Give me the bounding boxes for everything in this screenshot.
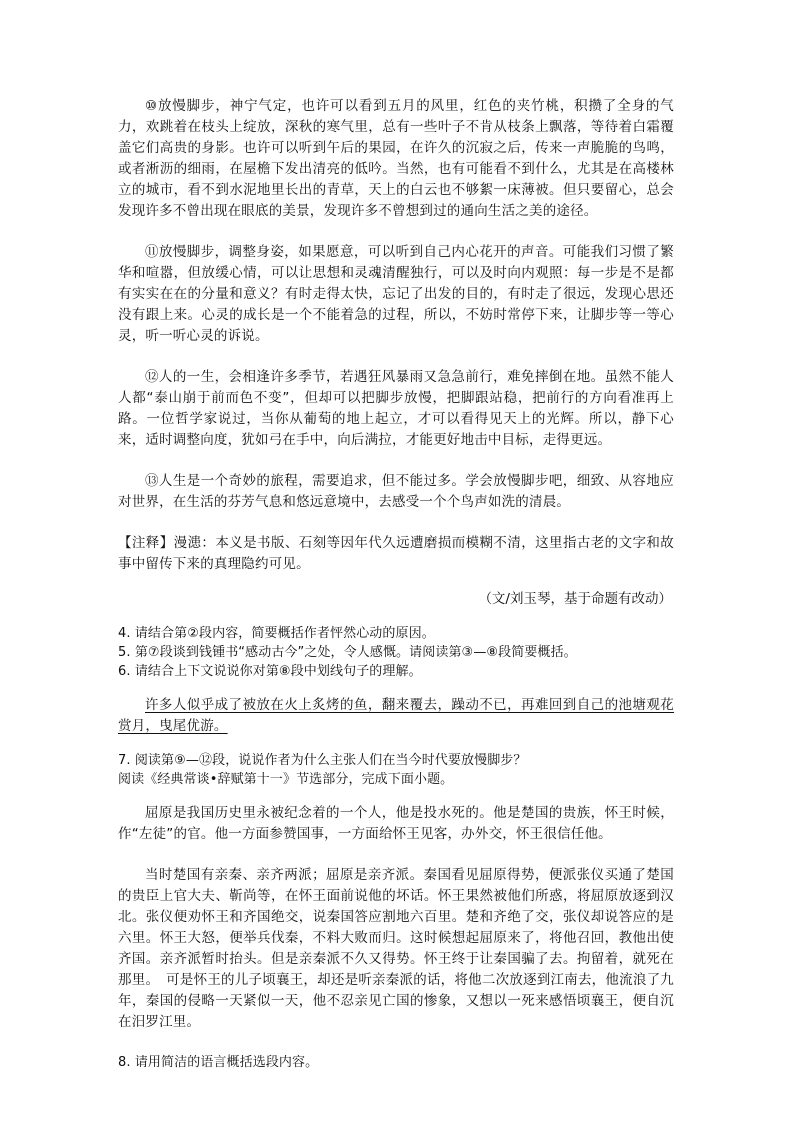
question-6: 6. 请结合上下文说说你对第⑧段中划线句子的理解。 <box>118 664 422 679</box>
question-5: 5. 第⑦段谈到钱锺书“感动古今”之处，令人感慨。请阅读第③—⑧段简要概括。 <box>118 645 577 660</box>
underlined-quote: 许多人似乎成了被放在火上炙烤的鱼，翻来覆去，躁动不已，再难回到自己的池塘观花赏月，曳尾优游。 <box>118 697 674 734</box>
question-4: 4. 请结合第②段内容，简要概括作者怦然心动的原因。 <box>118 626 435 641</box>
reading-intro: 阅读《经典常谈•辞赋第十一》节选部分，完成下面小题。 <box>118 772 454 787</box>
paragraph-12: ⑫人的一生，会相逢许多季节，若遇狂风暴雨又急急前行，难免摔倒在地。虽然不能人人都“泰山崩于前而色不变”，但却可以把脚步放慢，把脚跟站稳，把前行的方向看准再上路。一位哲学家说过，当你从葡萄的地上起立，才可以看得见天上的光辉。所以，静下心来，适时调整向度，犹如弓在手中，向后满拉，才能更好地击中目标，走得更远。 <box>118 369 674 448</box>
question-7: 7. 阅读第⑨—⑫段，说说作者为什么主张人们在当今时代要放慢脚步？ <box>118 753 527 768</box>
source-attribution: （文/刘玉琴，基于命题有改动） <box>478 591 672 607</box>
paragraph-13: ⑬人生是一个奇妙的旅程，需要追求，但不能过多。学会放慢脚步吧，细致、从容地应对世界，在生活的芬芳气息和悠远意境中，去感受一个个鸟声如洗的清晨。 <box>118 473 674 510</box>
paragraph-11: ⑪放慢脚步，调整身姿，如果愿意，可以听到自己内心花开的声音。可能我们习惯了繁华和喧嚣，但放缓心情，可以让思想和灵魂清醒独行，可以及时向内观照：每一步是不是都有实实在在的分量和意义？有时走得太快，忘记了出发的目的，有时走了很远，发现心思还没有跟上来。心灵的成长是一个不能着急的过程，所以，不妨时常停下来，让脚步等一等心灵，听一听心灵的诉说。 <box>118 244 674 344</box>
passage-paragraph-1: 屈原是我国历史里永被纪念着的一个人，他是投水死的。他是楚国的贵族，怀王时候，作“左徒”的官。他一方面参赞国事，一方面给怀王见客，办外交，怀王很信任他。 <box>118 805 674 842</box>
question-8: 8. 请用简洁的语言概括选段内容。 <box>118 1055 319 1070</box>
document-page <box>118 96 674 1072</box>
annotation-note: 【注释】漫漶：本义是书版、石刻等因年代久远遭磨损而模糊不清，这里指古老的文字和故事中留传下来的真理隐约可见。 <box>118 535 674 572</box>
passage-paragraph-2: 当时楚国有亲秦、亲齐两派；屈原是亲齐派。秦国看见屈原得势，便派张仪买通了楚国的贵臣上官大夫、靳尚等，在怀王面前说他的坏话。怀王果然被他们所惑，将屈原放逐到汉北。张仪便劝怀王和齐国绝交，说秦国答应割地六百里。楚和齐绝了交，张仪却说答应的是六里。怀王大怒，便举兵伐秦，不料大败而归。这时候想起屈原来了，将他召回，教他出使齐国。亲齐派暂时抬头。但是亲秦派不久又得势。怀王终于让秦国骗了去。拘留着，就死在那里。 可是怀王的儿子顷襄王，却还是听亲秦派的话，将他二次放逐到江南去，他流浪了九年，秦国的侵略一天紧似一天，他不忍亲见亡国的惨象，又想以一死来感悟顷襄王，便自沉在汨罗江里。 <box>118 867 674 1030</box>
paragraph-10: ⑩放慢脚步，神宁气定，也许可以看到五月的风里，红色的夹竹桃，积攒了全身的气力，欢跳着在枝头上绽放，深秋的寒气里，总有一些叶子不肯从枝条上飘落，等待着白霜覆盖它们高贵的身影。也许可以听到午后的果园，在许久的沉寂之后，传来一声脆脆的鸟鸣，或者淅沥的细雨，在屋檐下发出清亮的低吟。当然，也有可能看不到什么，尤其是在高楼林立的城市，看不到水泥地里长出的青草，天上的白云也不够絮一床薄被。但只要留心，总会发现许多不曾出现在眼底的美景，发现许多不曾想到过的通向生活之美的途径。 <box>118 98 674 219</box>
